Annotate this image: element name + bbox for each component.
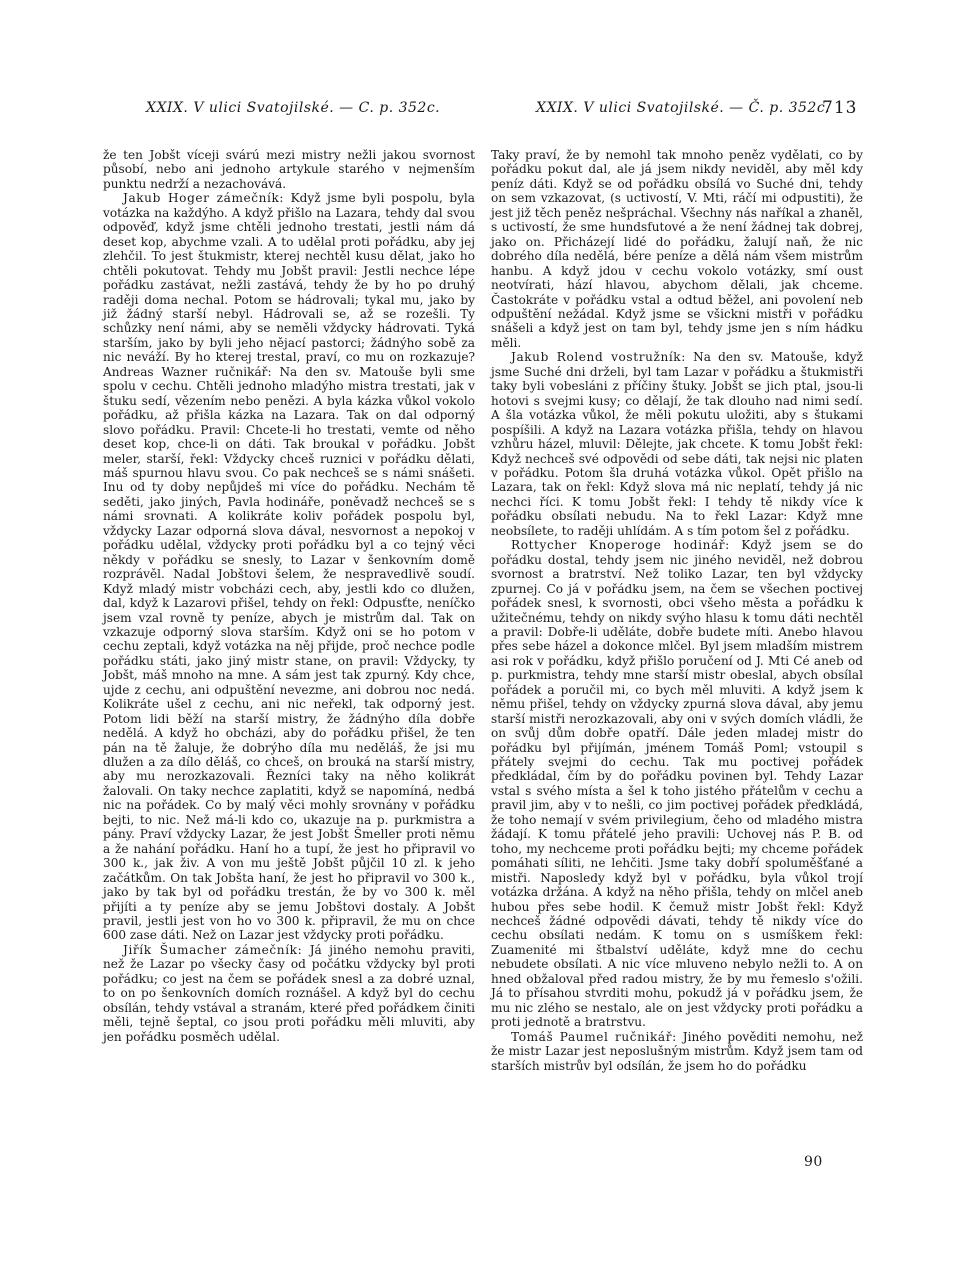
paragraph <box>491 538 863 1029</box>
paragraph <box>491 350 863 538</box>
paragraph-text: Když jsme byli pospolu, byla votázka na každýho. A když přišlo na Lazara, tehdy dal svou odpověď, když jsme chtěli jednoho trestati, jestli nám dá deset kop, abychme vzali. A to udělal proti pořádku, aby jej zlehčil. To jest štukmistr, kterej nechtěl kusu dělat, jako ho chtěli pokutovat. Tehdy mu Jobšt pravil: Jestli nechce lépe pořádku zastávat, nežli zastává, tehdy že by ho po druhý raději doma nechal. Potom se hádrovali; tykal mu, jako by již žádný starší nebyl. Hádrovali se, až se rozešli. Ty schůzky není námi, aby se neměli vždycky hádrovati. Tyká starším, jako by byli jeho nějací pastorci; žádnýho sobě za nic neváží. By ho kterej trestal, praví, co mu on rozkazuje? Andreas Wazner ručnikář: Na den sv. Matouše byli sme spolu v cechu. Chtěli jednoho mladýho mistra trestati, jak v štuku sedí, vězením nebo penězi. A byla kázka vůkol vokolo pořádku, až přišla kázka na Lazara. Tak on dal odporný slovo pořádku. Pravil: Chcete-li ho trestati, vemte od něho deset kop, chce-li on dáti. Tak broukal v pořádku. Jobšt meler, starší, řekl: Vždycky chceš ruznici v pořádku dělati, máš spurnou hlavu svou. Co pak nechceš se s námi snášeti. Inu od ty doby nepůjdeš mi více do pořádku. Nechám tě seděti, jako jiných, Pavla hodináře, poněvadž nechceš se s námi srovnati. A kolikráte koliv pořádek pospolu byl, vždycky Lazar odporná slova dával, nesvornost a nepokoj v pořádku udělal, vždycky proti pořádku byl a co tejný věci někdy v pořádku se snesly, to Lazar v šenkovním domě rozprávěl. Nadal Jobštovi šelem, že nespravedlivě soudí. Když mladý mistr vobcházi cech, aby, jestli kdo co dlužen, dal, když k Lazarovi přišel, tehdy on řekl: Odpusťte, neníčko jsem vzal rovně ty peníze, abych je mistrům dal. Tak on vzkazuje odporný slova starším. Když oni se ho potom v cechu zeptali, když votázka na něj přijde, proč nechce podle pořádku státi, jako jiný mistr stane, on pravil: Vždycky, ty Jobšt, máš mnoho na mne. A sám jest tak zpurný. Kdy chce, ujde z cechu, ani odpuštění nevezme, ani dobrou noc nedá. Kolikráte ušel z cechu, ani nic neřekl, tak odporný jest. Potom lidi běží na starší mistry, že žádnýho díla dobře nedělá. A když ho obcházi, aby do pořádku přišel, že ten pán na tě žaluje, že dobrýho díla mu neděláš, že jsi mu dlužen a za dílo děláš, co chceš, on brouká na starší mistry, aby mu nerozkazovali. Řezníci taky na něho kolikrát žalovali. On taky nechce zaplatiti, když se napomíná, nedbá nic na pořádek. Co by malý věci mohly srovnány v pořádku bejti, to nic. Než má-li kdo co, ukazuje na p. purkmistra a pány. Praví vždycky Lazar, že jest Jobšt Šmeller proti němu a že nahání pořádku. Haní ho a tupí, že jest ho připravil vo 300 k., jak živ. A von mu ještě Jobšt půjčil 10 zl. k jeho začátkům. On tak Jobšta haní, že jest ho připravil vo 300 k., jako by tak byl od pořádku trestán, že by vo 300 k. měl přijíti a ty peníze aby se jemu Jobštovi dostaly. A Jobšt pravil, jestli jest von ho vo 300 k. připravil, že mu on chce 600 zase dáti. Než on Lazar jest vždycky proti pořádku. <box>103 191 475 943</box>
paragraph-text: Já jiného nemohu praviti, než že Lazar po všecky časy od počátku vždycky byl proti pořádku; co jest na čem se pořádek snesl a za dobré uznal, to on po šenkovních domích roznášel. A když byl do cechu obsílán, tehdy vstával a stranám, které před pořádkem činiti měli, tejně šeptal, co jsou proti pořádku měli mluviti, aby jen pořádku posměch udělal. <box>103 942 475 1044</box>
speaker-name: Jiřík Šumacher zámečník: <box>123 942 303 957</box>
paragraph-text: že ten Jobšt víceji svárú mezi mistry nežli jakou svornost působí, nebo ani jednoho artykule starého v nejmenším punktu nedrží a nezachovává. <box>103 148 475 191</box>
paragraph <box>103 191 475 943</box>
paragraph <box>491 1030 863 1073</box>
speaker-name: Tomáš Paumel ručnikář: <box>511 1029 677 1044</box>
speaker-name: Jakub Rolend vostružník: <box>511 350 686 365</box>
paragraph-text: Jiného pověditi nemohu, než že mistr Lazar jest neposlušným mistrům. Když jsem tam od starších mistrův byl odsílán, že jsem ho do pořádku <box>491 1029 863 1073</box>
running-head-right: XXIX. V ulici Svatojilské. — Č. p. 352c. <box>536 100 831 116</box>
running-head-left: XXIX. V ulici Svatojilské. — C. p. 352c. <box>146 100 441 116</box>
paragraph-text: Taky praví, že by nemohl tak mnoho peněz vydělati, co by pořádku pokut dal, ale já jsem nikdy neviděl, aby měl kdy peníz dáti. Když se od pořádku obsílá vo Suché dni, tehdy on sem vzkazovat, (s uctivostí, V. Mti, ráčí mi odpustiti), že jest již těch peněz nešpráchal. Všechny nás naříkal a zhaněl, s uctivostí, že sme hundsfutové a že není žádnej tak dobrej, jako on. Přicházejí lidé do pořádku, žalují naň, že nic dobrého díla nedělá, bére peníze a dělá nám všem mistrům hanbu. A když jdou v cechu vokolo votázky, smí oust neotvírati, hází hlavou, abychom dělali, jak chceme. Častokráte v pořádku vstal a odtud běžel, ani povolení neb odpuštění nežádal. Když jsme se všickni mistři v pořádku snášeli a když jest on tam byl, tehdy jsme jen s ním hádku měli. <box>491 148 863 350</box>
text-column-right <box>491 148 863 1073</box>
text-column-left <box>103 148 475 1044</box>
paragraph-text: Na den sv. Matouše, když jsme Suché dni drželi, byl tam Lazar v pořádku a štukmistři taky byli vobesláni z příčiny štuky. Jobšt se jich ptal, jsou-li hotovi s svejmi kusy; co dělají, že tak dlouho nad nimi sedí. A šla votázka vůkol, že měli pokutu uložiti, aby s štukami pospíšili. A když na Lazara votázka přišla, tehdy on hlavou vzhůru házel, mluvil: Dělejte, jak chcete. K tomu Jobšt řekl: Když nechceš své odpovědi od sebe dáti, tak nejsi nic platen v pořádku. Potom šla druhá votázka vůkol. Opět přišlo na Lazara, tak on řekl: Když slova má nic neplatí, tehdy já nic nechci říci. K tomu Jobšt řekl: I tehdy tě nikdy více k pořádku obsílati nebudu. Na to řekl Lazar: Když mne neobsílete, to raději uhlídám. A s tím potom šel z pořádku. <box>491 350 863 538</box>
speaker-name: Rottycher Knoperoge hodinář: <box>511 538 730 553</box>
page-number: 713 <box>822 98 858 118</box>
paragraph <box>491 148 863 350</box>
speaker-name: Jakub Hoger zámečník: <box>123 191 285 206</box>
paragraph <box>103 148 475 191</box>
paragraph <box>103 943 475 1044</box>
sheet-number: 90 <box>804 1154 823 1170</box>
paragraph-text: Když jsem se do pořádku dostal, tehdy jsem nic jiného neviděl, než dobrou svornost a bratrství. Než toliko Lazar, ten byl vždycky zpurnej. Co já v pořádku jsem, na čem se všechen poctivej pořádek snesl, k svornosti, obci všeho města a pořádku k užitečnému, tehdy on nikdy svýho hlasu k tomu dáti nechtěl a pravil: Dobře-li uděláte, dobře budete míti. Anebo hlavou přes sebe házel a dokonce mlčel. Byl jsem mladším mistrem asi rok v pořádku, když přišlo poručení od J. Mti Cé aneb od p. purkmistra, tehdy mne starší mistr obeslal, abych obsílal pořádek a poručil mi, co bych měl mluviti. A když jsem k němu přišel, tehdy on vždycky zpurná slova dával, aby jemu starší mistři nerozkazovali, aby oni v svých domích vládli, že on svůj dům dobře opatří. Dále jeden mladej mistr do pořádku byl přijímán, jménem Tomáš Poml; vstoupil s přátely svejmi do cechu. Tak mu poctivej pořádek předkládal, čím by do pořádku povinen byl. Tehdy Lazar vstal s svého místa a šel k toho jistého přátelům v cechu a pravil jim, aby v to nešli, co jim poctivej pořádek předkládá, že toho nemají v svém privilegium, čeho od mladého mistra žádají. K tomu přátelé jeho pravili: Uchovej nás P. B. od toho, my nechceme proti pořádku bejti; my chceme pořádek pomáhati síliti, ne lehčiti. Jsme taky dobří spoluměšťané a mistři. Naposledy když byl v pořádku, byla vůkol trojí votázka držána. A když na něho přišla, tehdy on mlčel aneb hubou přes sebe hodil. K čemuž mistr Jobšt řekl: Když nechceš žádné odpovědi dávati, tehdy tě nikdy více do cechu obsílati nedám. K tomu on s usmíškem řekl: Zuamenité mi štbalství uděláte, když mne do cechu nebudete obsílati. A nic více mluveno nebylo nežli to. A on hned obžaloval před radou mistry, že by mu řemeslo s'ožili. Já to přísahou stvrditi mohu, pokudž já v pořádku jsem, že mu nic zlého se nestalo, ale on jest vždycky proti pořádku a proti jednotě a bratrstvu. <box>491 538 863 1030</box>
